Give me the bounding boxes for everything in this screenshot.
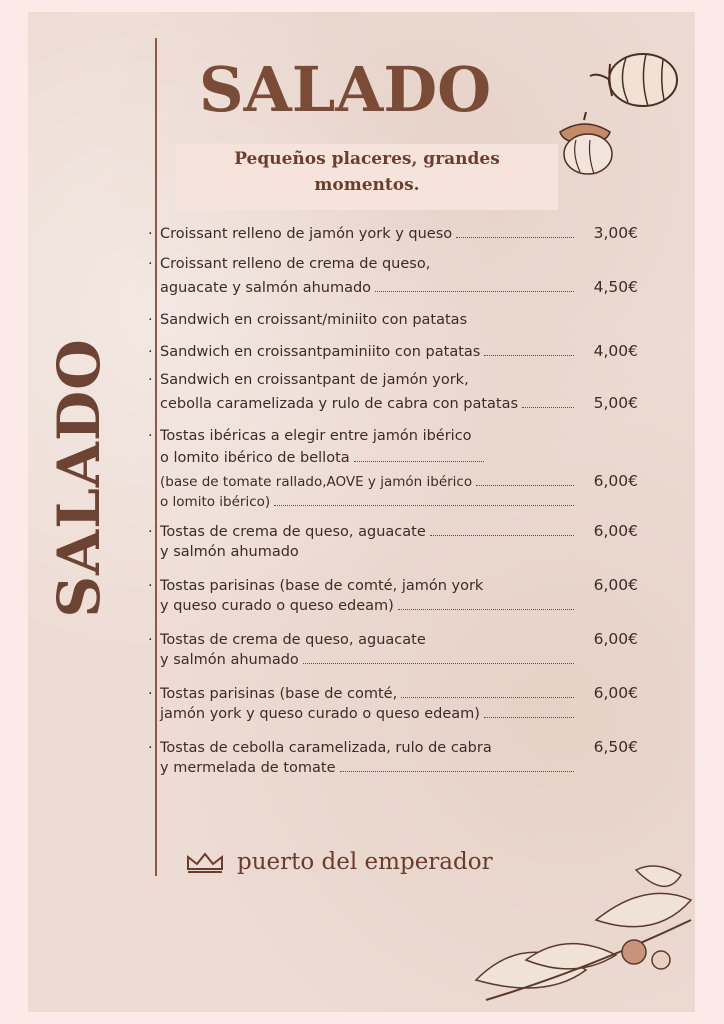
- item-text: y salmón ahumado: [160, 652, 299, 668]
- menu-item: · Sandwich en croissant/miniito con patatas: [148, 312, 468, 328]
- menu-item: · Croissant relleno de jamón york y queso 3,00€: [148, 224, 638, 242]
- menu-item: · Tostas ibéricas a elegir entre jamón ibérico o lomito ibérico de bellota (base de tomate rallado,AOVE y jamón ibérico 6,00€ o lomito ibérico): [148, 428, 638, 510]
- item-text: y mermelada de tomate: [160, 760, 336, 776]
- item-price: 6,50€: [593, 738, 638, 756]
- footer-brand: [185, 842, 493, 882]
- menu-item: · Tostas de crema de queso, aguacate 6,00€ y salmón ahumado: [148, 522, 638, 560]
- subtitle: [176, 146, 558, 198]
- leaves-decoration-icon: [466, 860, 695, 1012]
- page-title: SALADO: [198, 53, 492, 126]
- item-text: Tostas parisinas (base de comté, jamón york: [160, 578, 484, 594]
- menu-item: · Tostas parisinas (base de comté, 6,00€ jamón york y queso curado o queso edeam): [148, 684, 638, 722]
- item-text: Tostas ibéricas a elegir entre jamón ibérico: [160, 428, 472, 444]
- item-text: Sandwich en croissantpaminiito con patatas: [160, 344, 481, 360]
- item-text: y salmón ahumado: [160, 544, 299, 560]
- menu-item: · Sandwich en croissantpant de jamón york, cebolla caramelizada y rulo de cabra con patatas 5,00€: [148, 372, 638, 412]
- item-text: Tostas de cebolla caramelizada, rulo de cabra: [160, 740, 492, 756]
- subtitle-line-1: Pequeños placeres, grandes: [234, 149, 500, 169]
- menu-item: · Tostas de crema de queso, aguacate 6,00€ y salmón ahumado: [148, 630, 638, 668]
- item-text: aguacate y salmón ahumado: [160, 280, 372, 296]
- item-price: 6,00€: [593, 472, 638, 490]
- item-text: Tostas de crema de queso, aguacate: [160, 524, 426, 540]
- item-text: Sandwich en croissant/miniito con patatas: [160, 312, 468, 328]
- item-text: o lomito ibérico de bellota: [160, 450, 350, 466]
- side-title: SALADO: [45, 338, 113, 618]
- item-text: jamón york y queso curado o queso edeam): [160, 706, 480, 722]
- menu-item: · Croissant relleno de crema de queso, aguacate y salmón ahumado 4,50€: [148, 256, 638, 296]
- item-price: 6,00€: [593, 630, 638, 648]
- item-text: Tostas parisinas (base de comté,: [160, 686, 398, 702]
- item-text: Croissant relleno de jamón york y queso: [160, 226, 453, 242]
- item-text: (base de tomate rallado,AOVE y jamón ibérico: [160, 474, 473, 490]
- item-text: y queso curado o queso edeam): [160, 598, 394, 614]
- item-text: Sandwich en croissantpant de jamón york,: [160, 372, 469, 388]
- item-price: 6,00€: [593, 576, 638, 594]
- subtitle-line-2: momentos.: [314, 175, 420, 195]
- item-price: 4,00€: [593, 342, 638, 360]
- item-price: 6,00€: [593, 684, 638, 702]
- acorn-icon: [550, 110, 620, 180]
- menu-item: · Sandwich en croissantpaminiito con patatas 4,00€: [148, 342, 638, 360]
- menu-item: · Tostas de cebolla caramelizada, rulo de cabra 6,50€ y mermelada de tomate: [148, 738, 638, 776]
- item-text: o lomito ibérico): [160, 494, 271, 510]
- menu-item: · Tostas parisinas (base de comté, jamón york 6,00€ y queso curado o queso edeam): [148, 576, 638, 614]
- acorn-icon: [588, 42, 688, 117]
- item-text: cebolla caramelizada y rulo de cabra con patatas: [160, 396, 519, 412]
- crown-icon: [185, 851, 225, 873]
- item-price: 6,00€: [593, 522, 638, 540]
- item-price: 3,00€: [593, 224, 638, 242]
- brand-name: puerto del emperador: [237, 849, 493, 875]
- item-text: Croissant relleno de crema de queso,: [160, 256, 431, 272]
- item-price: 4,50€: [593, 278, 638, 296]
- item-price: 5,00€: [593, 394, 638, 412]
- item-text: Tostas de crema de queso, aguacate: [160, 632, 426, 648]
